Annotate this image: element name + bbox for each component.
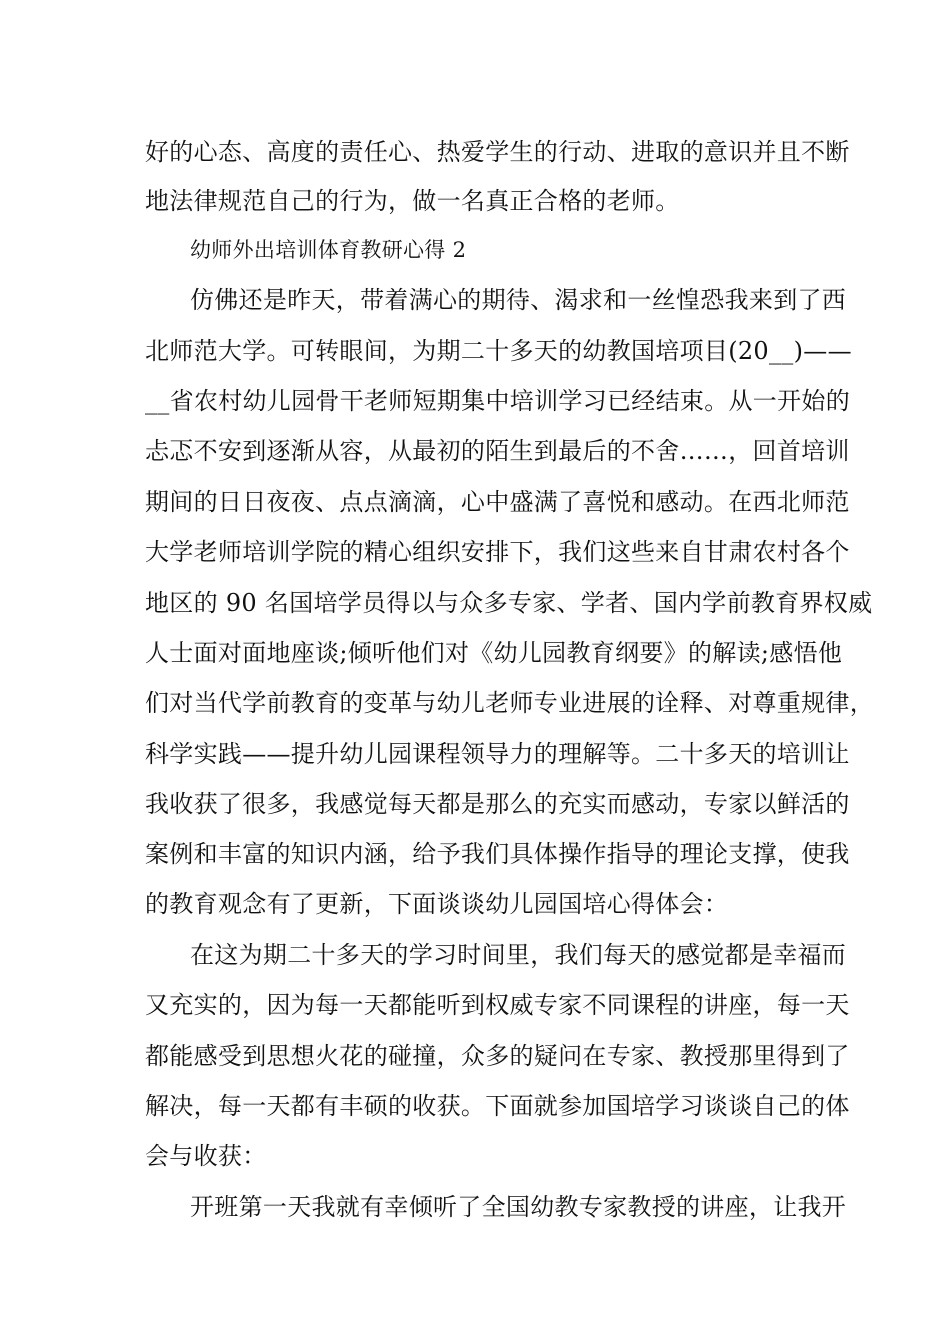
paragraph-line: 们对当代学前教育的变革与幼儿老师专业进展的诠释、对尊重规律， [145, 689, 874, 717]
paragraph-line: 期间的日日夜夜、点点滴滴，心中盛满了喜悦和感动。在西北师范 [145, 488, 850, 516]
paragraph-line: 大学老师培训学院的精心组织安排下，我们这些来自甘肃农村各个 [145, 538, 850, 566]
paragraph-line: 地法律规范自己的行为，做一名真正合格的老师。 [145, 187, 680, 215]
paragraph-line: 忐忑不安到逐渐从容，从最初的陌生到最后的不舍……，回首培训 [145, 437, 850, 465]
paragraph-line: 的教育观念有了更新，下面谈谈幼儿园国培心得体会： [145, 890, 729, 918]
paragraph-line: 科学实践——提升幼儿园课程领导力的理解等。二十多天的培训让 [145, 740, 850, 768]
section-heading: 幼师外出培训体育教研心得 2 [190, 238, 467, 262]
paragraph-line: 好的心态、高度的责任心、热爱学生的行动、进取的意识并且不断 [145, 138, 850, 166]
paragraph-line: 都能感受到思想火花的碰撞，众多的疑问在专家、教授那里得到了 [145, 1042, 850, 1070]
paragraph-line: 仿佛还是昨天，带着满心的期待、渴求和一丝惶恐我来到了西 [190, 286, 847, 314]
paragraph-line: 开班第一天我就有幸倾听了全国幼教专家教授的讲座，让我开 [190, 1193, 847, 1221]
paragraph-line: 案例和丰富的知识内涵，给予我们具体操作指导的理论支撑，使我 [145, 840, 850, 868]
paragraph-line: 在这为期二十多天的学习时间里，我们每天的感觉都是幸福而 [190, 941, 847, 969]
paragraph-line: 人士面对面地座谈;倾听他们对《幼儿园教育纲要》的解读;感悟他 [145, 639, 843, 667]
paragraph-line: 我收获了很多，我感觉每天都是那么的充实而感动，专家以鲜活的 [145, 790, 850, 818]
paragraph-line: 又充实的，因为每一天都能听到权威专家不同课程的讲座，每一天 [145, 991, 850, 1019]
paragraph-line: __省农村幼儿园骨干老师短期集中培训学习已经结束。从一开始的 [145, 387, 850, 415]
paragraph-line: 解决，每一天都有丰硕的收获。下面就参加国培学习谈谈自己的体 [145, 1092, 850, 1120]
paragraph-line: 地区的 90 名国培学员得以与众多专家、学者、国内学前教育界权威 [145, 589, 873, 617]
paragraph-line: 会与收获： [145, 1142, 267, 1170]
paragraph-line: 北师范大学。可转眼间，为期二十多天的幼教国培项目(20__)—— [145, 337, 852, 365]
